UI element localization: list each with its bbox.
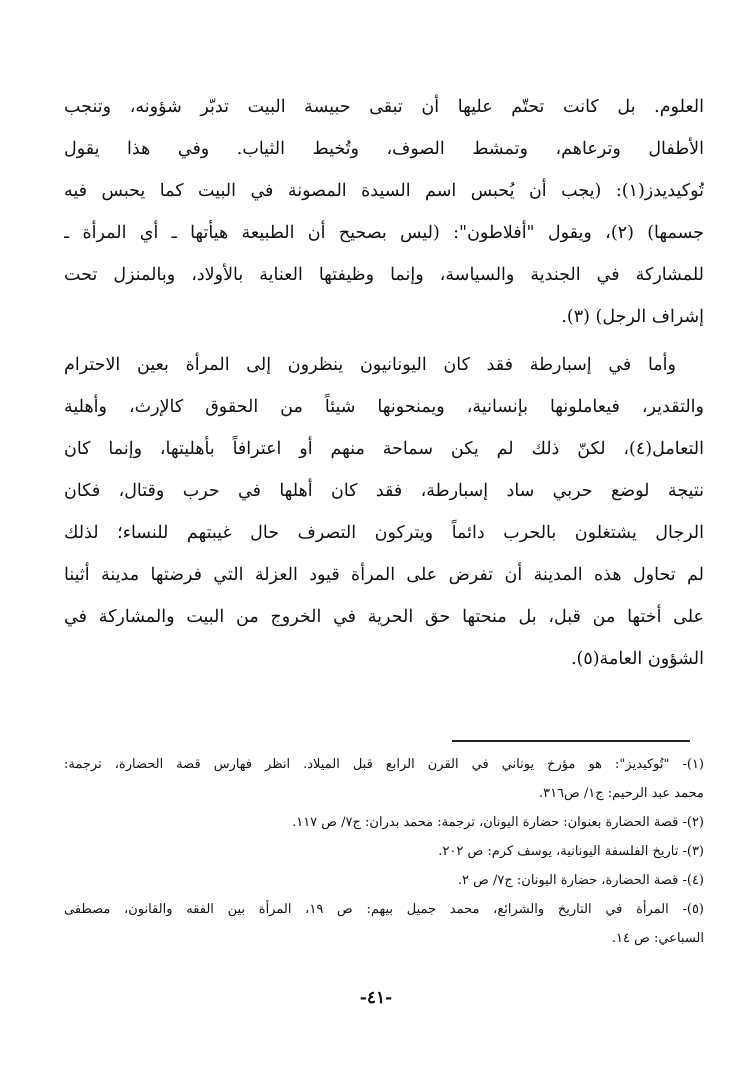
text-line: العلوم. بل كانت تحتّم عليها أن تبقى حبيسة البيت تدبّر شؤونه، وتنجب (64, 97, 704, 117)
text-line: الأطفال وترعاهم، وتمشط الصوف، وتُخيط الثياب. وفي هذا يقول (64, 139, 704, 159)
footnote-line: (١)- "تُوكيديز": هو مؤرخ يوناني في القرن الرابع قبل الميلاد. انظر فهارس قصة الحضارة، ترجمة: (64, 757, 704, 772)
footnote-separator (452, 740, 690, 742)
footnote-line: (٢)- قصة الحضارة بعنوان: حضارة اليونان، ترجمة: محمد بدران: ج٧/ ص ١١٧. (292, 815, 704, 830)
footnote-line: (٤)- قصة الحضارة، حضارة اليونان: ج٧/ ص ٢. (457, 873, 704, 888)
footnote-4 (64, 866, 704, 895)
footnote-5 (64, 895, 704, 953)
footnote-2 (64, 808, 704, 837)
footnotes (64, 750, 704, 953)
text-line: تُوكيديدز(١): (يجب أن يُحبس اسم السيدة المصونة في البيت كما يحبس فيه (64, 181, 704, 201)
text-line: وأما في إسبارطة فقد كان اليونانيون ينظرون إلى المرأة بعين الاحترام (64, 355, 676, 375)
paragraph-2 (64, 344, 704, 680)
main-text (64, 86, 704, 680)
text-line: نتيجة لوضع حربي ساد إسبارطة، فقد كان أهلها في حرب وقتال، فكان (64, 481, 704, 501)
text-line: على أختها من قبل، بل منحتها حق الحرية في الخروج من البيت والمشاركة في (64, 607, 704, 627)
footnote-1 (64, 750, 704, 808)
text-line: لم تحاول هذه المدينة أن تفرض على المرأة قيود العزلة التي فرضتها مدينة أثينا (64, 565, 704, 585)
footnote-line: (٣)- تاريخ الفلسفة اليونانية، يوسف كرم: ص ٢٠٢. (438, 844, 704, 859)
footnote-line: السباعي: ص ١٤. (611, 931, 704, 946)
footnote-line: محمد عبد الرحيم: ج١/ ص٣١٦. (538, 786, 704, 801)
text-line: الشؤون العامة(٥). (570, 649, 704, 669)
text-line: الرجال يشتغلون بالحرب دائماً ويتركون التصرف حال غيبتهم للنساء؛ لذلك (64, 523, 704, 543)
text-line: التعامل(٤)، لكنّ ذلك لم يكن سماحة منهم أو اعترافاً بأهليتها، وإنما كان (64, 439, 704, 459)
text-line: والتقدير، فيعاملونها بإنسانية، ويمنحونها شيئاً من الحقوق كالإرث، وأهلية (64, 397, 704, 417)
page-number: -٤١- (359, 988, 393, 1008)
paragraph-1 (64, 86, 704, 338)
text-line: إشراف الرجل) (٣). (561, 307, 704, 327)
text-line: للمشاركة في الجندية والسياسة، وإنما وظيفتها العناية بالأولاد، وبالمنزل تحت (64, 265, 704, 285)
text-line: جسمها) (٢)، ويقول "أفلاطون": (ليس بصحيح أن الطبيعة هيأتها ـ أي المرأة ـ (64, 223, 704, 243)
footnote-line: (٥)- المرأة في التاريخ والشرائع، محمد جميل بيهم: ص ١٩، المرأة بين الفقه والقانون، مصطفى (64, 902, 704, 917)
footnote-3 (64, 837, 704, 866)
